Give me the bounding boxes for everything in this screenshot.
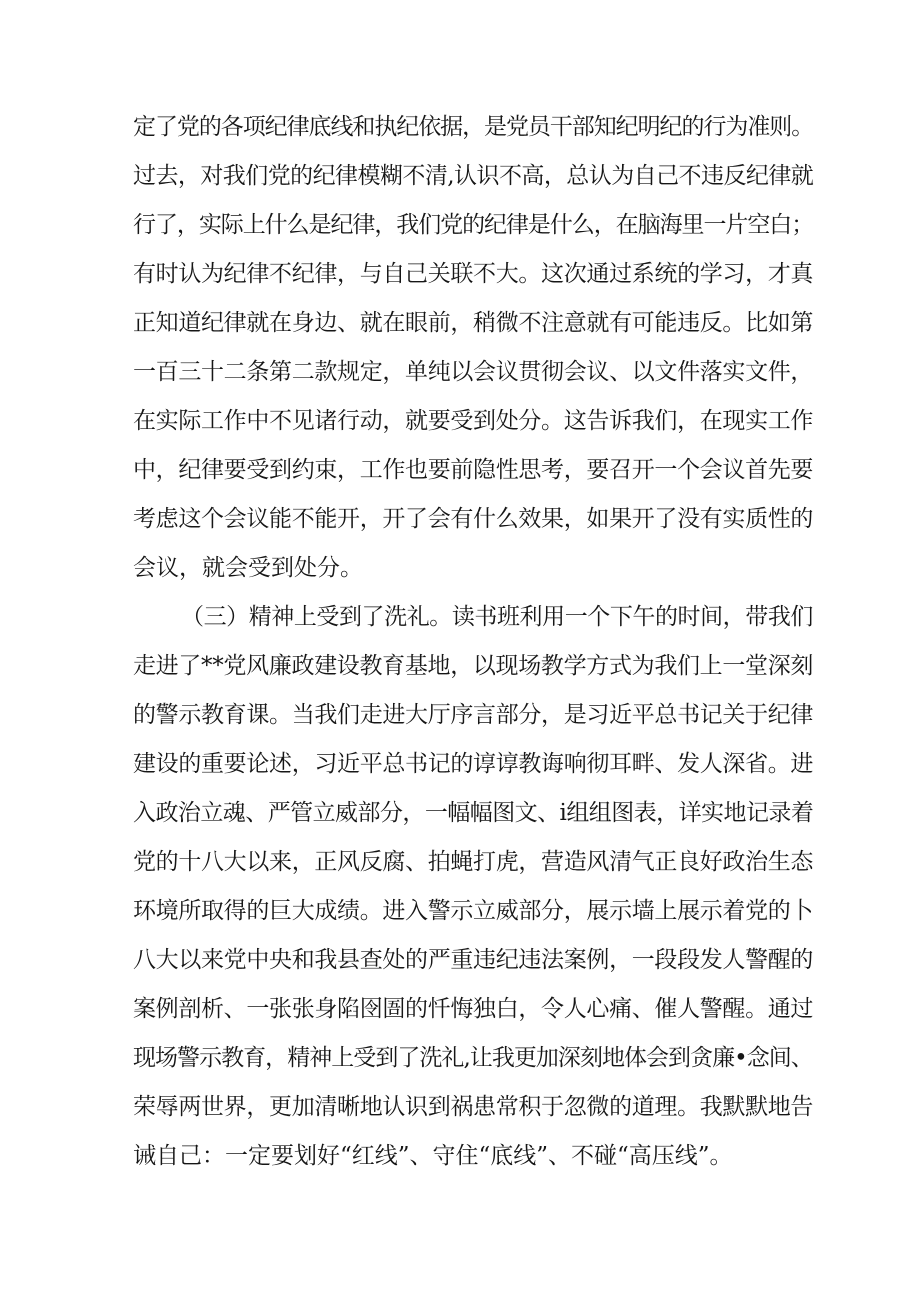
text-line: 过去，对我们党的纪律模糊不清,认识不高，总认为自己不违反纪律就 [133, 163, 814, 189]
text-line: 诫自己：一定要划好“红线”、守住“底线”、不碰“高压线”。 [133, 1143, 733, 1169]
text-line: 党的十八大以来，正风反腐、拍蝇打虎，营造风清气正良好政治生态 [133, 849, 814, 875]
text-line: 有时认为纪律不纪律，与自己关联不大。这次通过系统的学习，才真 [133, 261, 814, 287]
text-line: 现场警示教育，精神上受到了洗礼,让我更加深刻地体会到贪廉•念间、 [133, 1045, 813, 1071]
text-line: 走进了**党风廉政建设教育基地，以现场教学方式为我们上一堂深刻 [133, 653, 814, 679]
text-line: 正知道纪律就在身边、就在眼前，稍微不注意就有可能违反。比如第 [133, 310, 814, 336]
text-line: 八大以来党中央和我县查处的严重违纪违法案例，一段段发人警醒的 [133, 947, 814, 973]
text-line: 环境所取得的巨大成绩。进入警示立威部分，展示墙上展示着党的卜 [133, 898, 814, 924]
text-line: 考虑这个会议能不能开，开了会有什么效果，如果开了没有实质性的 [133, 506, 814, 532]
text-line: 在实际工作中不见诸行动，就要受到处分。这告诉我们，在现实工作 [133, 408, 814, 434]
text-line: 定了党的各项纪律底线和执纪依据，是党员干部知纪明纪的行为准则。 [133, 114, 814, 140]
text-line: 会议，就会受到处分。 [133, 555, 363, 581]
text-line: 建设的重要论述，习近平总书记的谆谆教诲响彻耳畔、发人深省。进 [133, 751, 814, 777]
text-line: 案例剖析、一张张身陷囹圄的忏悔独白，令人心痛、催人警醒。通过 [133, 996, 814, 1022]
text-line: 行了，实际上什么是纪律，我们党的纪律是什么，在脑海里一片空白； [133, 212, 814, 238]
text-line: 的警示教育课。当我们走进大厅序言部分，是习近平总书记关于纪律 [133, 702, 814, 728]
section-heading-line: （三）精神上受到了洗礼。读书班利用一个下午的时间，带我们 [181, 604, 813, 630]
text-line: 一百三十二条第二款规定，单纯以会议贯彻会议、以文件落实文件， [133, 359, 814, 385]
text-line: 入政治立魂、严管立威部分，一幅幅图文、i组组图表，详实地记录着 [133, 800, 814, 826]
text-line: 荣辱两世界，更加清晰地认识到祸患常积于忽微的道理。我默默地告 [133, 1094, 814, 1120]
text-line: 中，纪律要受到约束，工作也要前隐性思考，要召开一个会议首先要 [133, 457, 814, 483]
